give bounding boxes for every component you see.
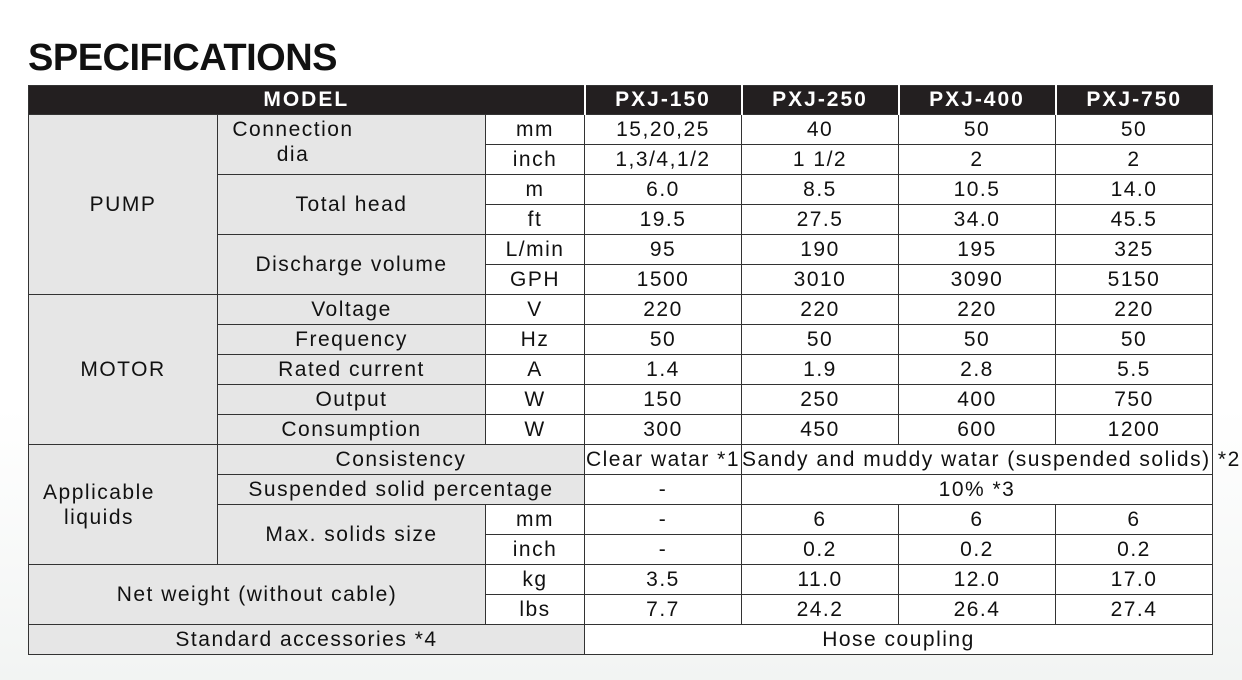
value-cell: -	[585, 475, 742, 505]
category-pump: PUMP	[29, 115, 218, 295]
category-applicable-liquids: Applicable liquids	[29, 445, 218, 565]
value-cell: 6	[899, 505, 1056, 535]
unit-cell: V	[486, 295, 585, 325]
unit-cell: GPH	[486, 265, 585, 295]
value-cell: -	[585, 535, 742, 565]
value-cell: 0.2	[1056, 535, 1213, 565]
value-cell: 12.0	[899, 565, 1056, 595]
value-cell: 2.8	[899, 355, 1056, 385]
unit-cell: m	[486, 175, 585, 205]
value-cell: 50	[899, 325, 1056, 355]
value-cell: 1.4	[585, 355, 742, 385]
row-label-connection-dia: Connection dia	[218, 115, 486, 175]
unit-cell: Hz	[486, 325, 585, 355]
table-row	[29, 565, 1213, 595]
value-cell: 1.9	[742, 355, 899, 385]
unit-cell: mm	[486, 505, 585, 535]
value-cell: 10.5	[899, 175, 1056, 205]
value-cell: Sandy and muddy watar (suspended solids) *2	[742, 445, 1213, 475]
value-cell: 7.7	[585, 595, 742, 625]
value-cell: 190	[742, 235, 899, 265]
value-cell: 1,3/4,1/2	[585, 145, 742, 175]
category-standard-accessories: Standard accessories *4	[29, 625, 585, 655]
value-cell: 10% *3	[742, 475, 1213, 505]
model-header-pxj400: PXJ-400	[899, 86, 1056, 115]
unit-cell: mm	[486, 115, 585, 145]
value-cell: 50	[585, 325, 742, 355]
value-cell: 220	[742, 295, 899, 325]
value-cell: 19.5	[585, 205, 742, 235]
value-cell: 1500	[585, 265, 742, 295]
value-cell: 50	[899, 115, 1056, 145]
unit-cell: W	[486, 415, 585, 445]
unit-cell: W	[486, 385, 585, 415]
table-row	[29, 445, 1213, 475]
row-label-voltage: Voltage	[218, 295, 486, 325]
value-cell: 95	[585, 235, 742, 265]
value-cell: 325	[1056, 235, 1213, 265]
value-cell: 5150	[1056, 265, 1213, 295]
value-cell: -	[585, 505, 742, 535]
model-header: MODEL	[29, 86, 585, 115]
row-label-consumption: Consumption	[218, 415, 486, 445]
value-cell: 6	[1056, 505, 1213, 535]
row-label-total-head: Total head	[218, 175, 486, 235]
value-cell: 11.0	[742, 565, 899, 595]
row-label-discharge-volume: Discharge volume	[218, 235, 486, 295]
value-cell: 450	[742, 415, 899, 445]
table-row	[29, 115, 1213, 145]
value-cell: 50	[742, 325, 899, 355]
unit-cell: ft	[486, 205, 585, 235]
value-cell: 3010	[742, 265, 899, 295]
value-cell: 34.0	[899, 205, 1056, 235]
category-motor: MOTOR	[29, 295, 218, 445]
model-header-pxj250: PXJ-250	[742, 86, 899, 115]
model-header-pxj150: PXJ-150	[585, 86, 742, 115]
value-cell: 5.5	[1056, 355, 1213, 385]
model-header-pxj750: PXJ-750	[1056, 86, 1213, 115]
value-cell: 150	[585, 385, 742, 415]
value-cell: 0.2	[899, 535, 1056, 565]
value-cell: 1 1/2	[742, 145, 899, 175]
unit-cell: inch	[486, 145, 585, 175]
header-row	[29, 86, 1213, 115]
value-cell: 50	[1056, 115, 1213, 145]
value-cell: 2	[899, 145, 1056, 175]
row-label-consistency: Consistency	[218, 445, 585, 475]
row-label-frequency: Frequency	[218, 325, 486, 355]
unit-cell: kg	[486, 565, 585, 595]
value-cell: 3.5	[585, 565, 742, 595]
row-label-max-solids-size: Max. solids size	[218, 505, 486, 565]
value-cell: 40	[742, 115, 899, 145]
value-cell: 1200	[1056, 415, 1213, 445]
unit-cell: L/min	[486, 235, 585, 265]
value-cell: 400	[899, 385, 1056, 415]
value-cell: 26.4	[899, 595, 1056, 625]
value-cell: 600	[899, 415, 1056, 445]
value-cell: 300	[585, 415, 742, 445]
value-cell: 2	[1056, 145, 1213, 175]
unit-cell: A	[486, 355, 585, 385]
value-cell: 27.4	[1056, 595, 1213, 625]
row-label-output: Output	[218, 385, 486, 415]
category-net-weight: Net weight (without cable)	[29, 565, 486, 625]
value-cell: 0.2	[742, 535, 899, 565]
table-row	[29, 625, 1213, 655]
value-cell: 14.0	[1056, 175, 1213, 205]
unit-cell: lbs	[486, 595, 585, 625]
value-cell: 45.5	[1056, 205, 1213, 235]
value-cell: Clear watar *1	[585, 445, 742, 475]
value-cell: 220	[899, 295, 1056, 325]
value-cell: 750	[1056, 385, 1213, 415]
value-cell: 24.2	[742, 595, 899, 625]
value-cell: 17.0	[1056, 565, 1213, 595]
value-cell: 250	[742, 385, 899, 415]
value-cell: Hose coupling	[585, 625, 1213, 655]
value-cell: 50	[1056, 325, 1213, 355]
table-row	[29, 295, 1213, 325]
specifications-table	[28, 85, 1241, 655]
value-cell: 8.5	[742, 175, 899, 205]
unit-cell: inch	[486, 535, 585, 565]
row-label-suspended-solid-percentage: Suspended solid percentage	[218, 475, 585, 505]
value-cell: 27.5	[742, 205, 899, 235]
value-cell: 220	[1056, 295, 1213, 325]
value-cell: 220	[585, 295, 742, 325]
value-cell: 6	[742, 505, 899, 535]
value-cell: 6.0	[585, 175, 742, 205]
value-cell: 195	[899, 235, 1056, 265]
value-cell: 3090	[899, 265, 1056, 295]
row-label-rated-current: Rated current	[218, 355, 486, 385]
value-cell: 15,20,25	[585, 115, 742, 145]
page-title: SPECIFICATIONS	[28, 37, 337, 79]
